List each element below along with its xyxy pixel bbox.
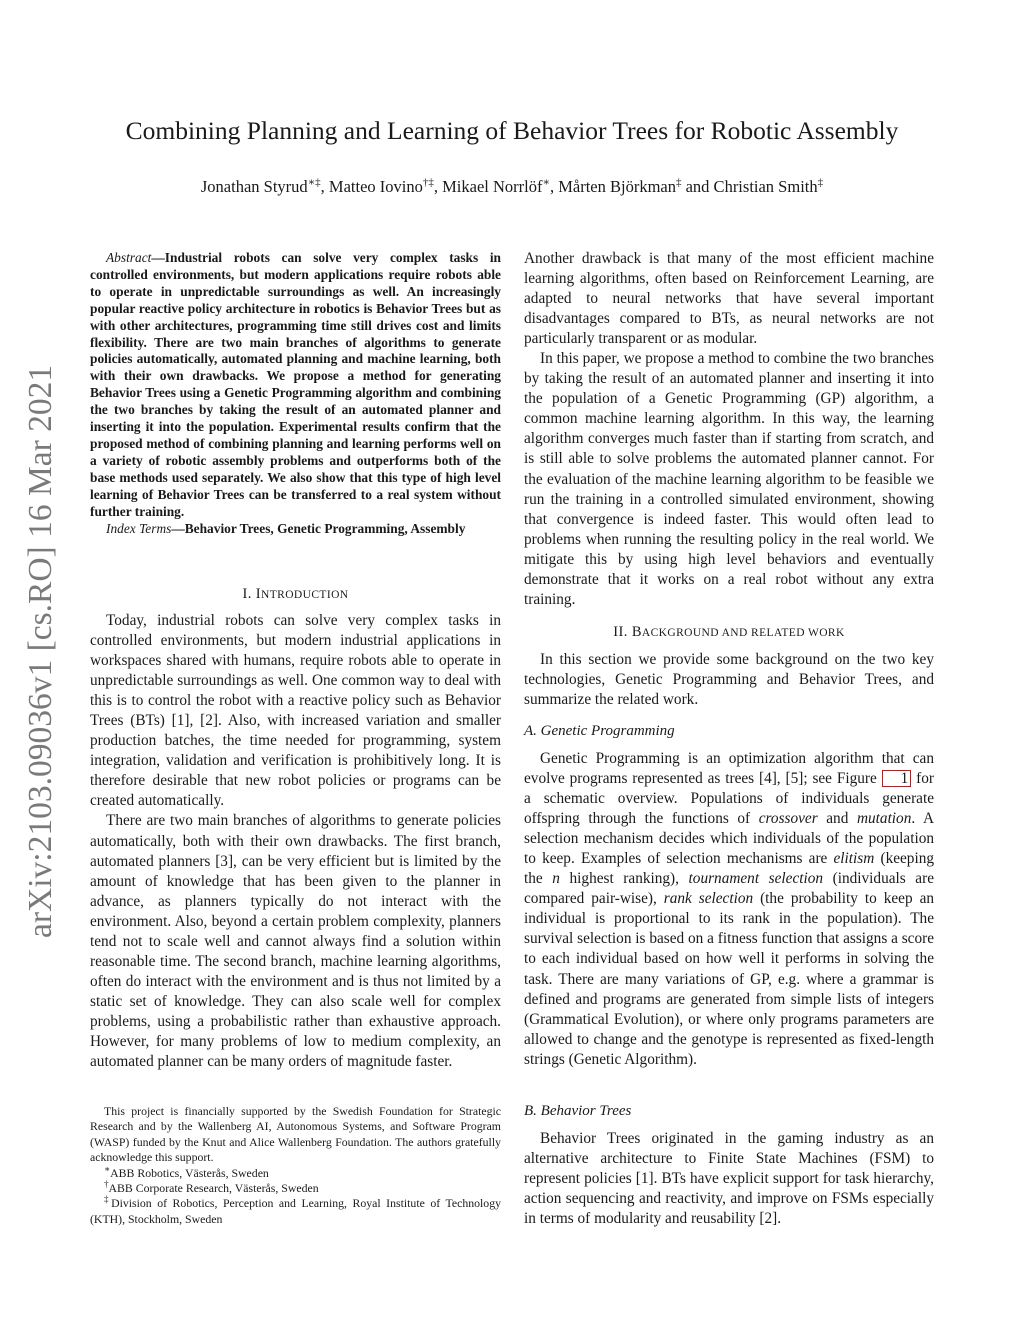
footnotes (90, 1104, 501, 1227)
abstract-paragraph (90, 250, 501, 521)
paragraph: Another drawback is that many of the most efficient machine learning algorithms, often based on Reinforcement Learning, are adapted to neural networks that have several important disadvantages compared to BTs, as neural networks are not particularly transparent or as modular. (524, 250, 934, 348)
index-terms-label: Index Terms (106, 520, 172, 536)
footnote-affiliation: †ABB Corporate Research, Västerås, Sweden (104, 1179, 319, 1196)
index-terms: Index Terms—Behavior Trees, Genetic Programming, Assembly (106, 520, 466, 536)
author-name: , Mikael Norrlöf (433, 177, 543, 196)
paragraph: There are two main branches of algorithms to generate policies automatically, both with their own drawbacks. The first branch, automated planners [3], can be very efficient but is limited by the amount of knowledge that has been given to the planner in advance, as planners typically do not interact with the environment. Also, beyond a certain problem complexity, planners tend not to scale well and cannot always find a solution within reasonable time. The second branch, machine learning algorithms, often do interact with the environment and is thus not limited by a static set of knowledge. They can also scale well for complex problems, using a probabilistic rather than exhaustive approach. However, for many problems of low to medium complexity, an automated planner can be many orders of magnitude faster. (90, 812, 501, 1071)
subsection-heading-genetic-programming: A. Genetic Programming (524, 723, 675, 739)
section-heading-introduction: I. INTRODUCTION (242, 586, 349, 602)
footnote-affiliation: ‡Division of Robotics, Perception and Learning, Royal Institute of Technology (KTH), Stockholm, Sweden (90, 1194, 502, 1226)
background-intro (524, 650, 934, 710)
footnote-funding: This project is financially supported by the Swedish Foundation for Strategic Research and by the Wallenberg AI, Autonomous Systems, and Software Program (WASP) funded by the Knut and Alice Wallenberg Foundation. The authors gratefully acknowledge this support. (90, 1104, 501, 1165)
affiliation-mark: ‡ (817, 176, 824, 189)
figure-link[interactable]: 1 (882, 770, 912, 787)
affiliation-mark: ‡ (675, 176, 682, 189)
index-terms-text: Behavior Trees, Genetic Programming, Assembly (184, 520, 466, 536)
arxiv-identifier: arXiv:2103.09036v1 [cs.RO] 16 Mar 2021 (22, 364, 59, 938)
abstract (90, 250, 501, 537)
author-list (60, 175, 964, 199)
genetic-programming-text (524, 749, 934, 1070)
author-name: , Matteo Iovino (320, 177, 423, 196)
paragraph: Genetic Programming is an optimization algorithm that can evolve programs represented as trees [4], [5]; see Figure 1 for a schematic overview. Populations of individuals generate offspring through the functions of crossover and mutation. A selection mechanism decides which individuals of the population to keep. Examples of selection mechanisms are elitism (keeping the n highest ranking), tournament selection (individuals are compared pair-wise), rank selection (the probability to keep an individual is proportional to its rank in the population). The survival selection is based on a fitness function that assigns a score to each individual based on how well it performs in solving the task. There are many variations of GP, e.g. where a grammar is defined and programs are generated from simple lists of integers (Grammatical Evolution), or where only programs parameters are allowed to change and the genotype is represented as fixed-length strings (Genetic Algorithm). (524, 750, 935, 1068)
paragraph: In this paper, we propose a method to combine the two branches by taking the result of an automated planner and inserting it into the population of a Genetic Programming (GP) algorithm, a common machine learning algorithm. In this way, the learning algorithm converges much faster than if starting from scratch, and is still able to solve problems the automated planner cannot. For the evaluation of the machine learning algorithm to be feasible we run the training in a controlled simulated environment, showing that convergence is indeed faster. This would often lead to problems when running the resulting policy in the real world. We mitigate this by using high level behaviors and eventually demonstrate that it works on a real robot without any extra training. (524, 350, 934, 608)
intro-right-column (524, 249, 934, 610)
affiliation-mark: ∗ (542, 176, 550, 189)
author-name: , Mårten Björkman (549, 177, 676, 196)
intro-left-column (90, 611, 501, 1072)
abstract-text: Industrial robots can solve very complex tasks in controlled environments, but modern applications require robots able to operate in unpredictable surroundings as well. An increasingly popular reactive policy architecture in robotics is Behavior Trees but as with other architectures, programming time still drives cost and limits flexibility. There are two main branches of algorithms to generate policies automatically, automated planning and machine learning, both with their own drawbacks. We propose a method for generating Behavior Trees using a Genetic Programming algorithm and combining the two branches by taking the result of an automated planner and inserting it into the population. Experimental results confirm that the proposed method of combining planning and learning performs well on a variety of robotic assembly problems and outperforms both of the base methods used separately. We also show that this type of high level learning of Behavior Trees can be transferred to a real system without further training. (90, 250, 501, 519)
section-heading-background: II. BACKGROUND AND RELATED WORK (613, 624, 845, 640)
paper-title: Combining Planning and Learning of Behavior Trees for Robotic Assembly (125, 116, 899, 145)
paragraph: In this section we provide some background on the two key technologies, Genetic Programming and Behavior Trees, and summarize the related work. (524, 651, 934, 709)
author-name: and Christian Smith (681, 177, 818, 196)
paragraph: Today, industrial robots can solve very complex tasks in controlled environments, but modern industrial applications in workspaces shared with humans, require robots able to operate in unpredictable surroundings as well. One common way to deal with this is to control the robot with a reactive policy such as Behavior Trees (BTs) [1], [2]. Also, with increased variation and smaller production batches, the time needed for programming, system integration, validation and verification is prohibitively long. It is therefore desirable that new robot policies or programs can be created automatically. (90, 612, 501, 810)
abstract-dash: — (151, 250, 165, 265)
abstract-label: Abstract (106, 250, 152, 265)
affiliation-mark: †‡ (422, 176, 434, 189)
behavior-trees-text (524, 1129, 934, 1229)
affiliation-mark: ∗‡ (307, 176, 321, 189)
paragraph: Behavior Trees originated in the gaming industry as an alternative architecture to Finite State Machines (FSM) to represent policies [1]. BTs have explicit support for task hierarchy, action sequencing and reactivity, and improve on FSMs especially in terms of modularity and reusability [2]. (524, 1130, 934, 1228)
footnote-affiliation: ∗ABB Robotics, Västerås, Sweden (104, 1163, 269, 1180)
author-name: Jonathan Styrud (200, 177, 308, 196)
subsection-heading-behavior-trees: B. Behavior Trees (524, 1103, 632, 1119)
